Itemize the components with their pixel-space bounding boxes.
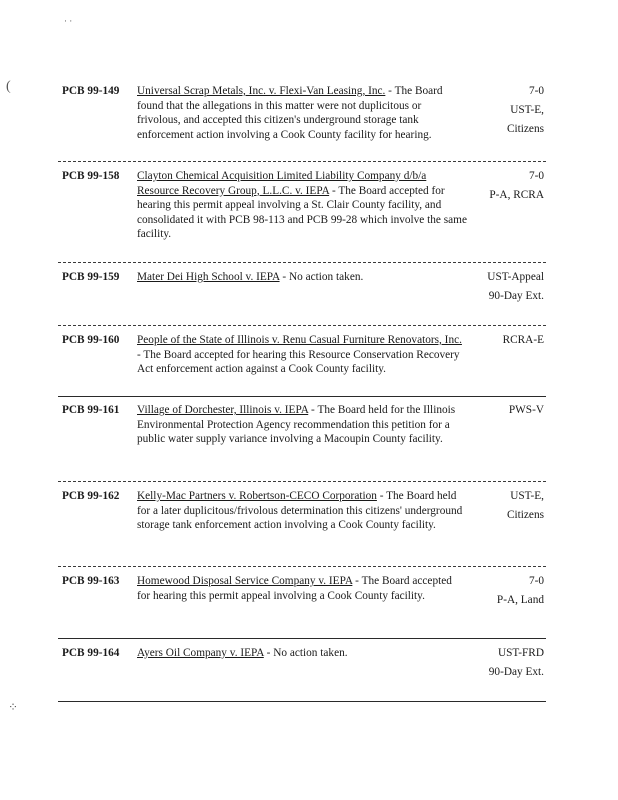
vote-code: 7-0 [528,575,544,587]
docket-number: PCB 99-161 [62,404,120,416]
case-title-link[interactable]: People of the State of Illinois v. Renu Casual Furniture Renovators, Inc. [137,334,462,346]
docket-number: PCB 99-159 [62,271,120,283]
disposition-codes [454,574,544,612]
case-type-code: Citizens [506,509,544,521]
docket-entry [60,333,546,383]
entry-description [137,169,467,242]
case-title-link[interactable]: Village of Dorchester, Illinois v. IEPA [137,404,309,416]
scan-mark-top: · · [64,16,73,26]
entry-divider [58,161,546,162]
entry-divider [58,262,546,263]
case-type-code: RCRA-E [502,334,544,346]
entry-divider [58,325,546,326]
entry-text: - The Board held for a later duplicitous/frivolous determination this citizens' underground storage tank enforcement action involving a Cook County facility. [137,490,463,532]
extension-code: 90-Day Ext. [488,290,544,302]
entry-divider [58,701,546,702]
entry-description [137,333,467,377]
case-type-code: UST-E, [510,490,544,502]
entry-description [137,489,467,533]
disposition-codes [454,270,544,308]
vote-code: 7-0 [528,170,544,182]
extension-code: 90-Day Ext. [488,666,544,678]
entry-text: - No action taken. [279,271,364,283]
entry-description [137,646,467,661]
scan-mark-left: ( [6,79,11,94]
case-title-link[interactable]: Kelly-Mac Partners v. Robertson-CECO Corporation [137,490,377,502]
case-type-code: P-A, Land [496,594,544,606]
case-type-code: P-A, RCRA [489,189,544,201]
docket-entry [60,574,546,624]
docket-number: PCB 99-163 [62,575,120,587]
case-type-code: UST-E, [510,104,544,116]
case-title-link[interactable]: Clayton Chemical Acquisition Limited Liability Company d/b/a Resource Recovery Group, L.L.C. v. IEPA [137,170,427,197]
disposition-codes [454,333,544,352]
docket-number: PCB 99-149 [62,85,120,97]
vote-code: 7-0 [528,85,544,97]
disposition-codes [454,403,544,422]
docket-entry [60,403,546,463]
entry-text: - The Board held for the Illinois Environmental Protection Agency recommendation this petition for a public water supply variance involving a Macoupin County facility. [137,404,456,446]
case-title-link[interactable]: Ayers Oil Company v. IEPA [137,647,264,659]
disposition-codes [454,84,544,141]
case-title-link[interactable]: Universal Scrap Metals, Inc. v. Flexi-Van Leasing, Inc. [137,85,386,97]
entry-description [137,84,467,142]
entry-text: - The Board found that the allegations in this matter were not duplicitous or frivolous, and accepted this citizen's underground storage tank enforcement action involving a Cook County facility for hearing. [137,85,443,141]
entry-divider [58,396,546,397]
docket-number: PCB 99-158 [62,170,120,182]
case-type-code: Citizens [506,123,544,135]
entry-text: - The Board accepted for hearing this Resource Conservation Recovery Act enforcement action against a Cook County facility. [137,348,460,376]
entry-divider [58,481,546,482]
case-type-code: UST-Appeal [487,271,544,283]
entry-description [137,574,467,603]
disposition-codes [454,489,544,527]
docket-entry [60,646,546,686]
case-title-link[interactable]: Homewood Disposal Service Company v. IEPA [137,575,353,587]
docket-entry [60,489,546,549]
docket-number: PCB 99-164 [62,647,120,659]
disposition-codes [454,169,544,207]
disposition-codes [454,646,544,684]
entry-text: - No action taken. [263,647,348,659]
case-title-link[interactable]: Mater Dei High School v. IEPA [137,271,280,283]
entry-description [137,270,467,285]
docket-entry [60,270,546,310]
entry-divider [58,566,546,567]
entry-description [137,403,467,447]
case-type-code: PWS-V [508,404,544,416]
docket-entry [60,84,546,144]
scan-mark-bottom-left: ⁘ [8,700,19,714]
entry-divider [58,638,546,639]
entry-text: - The Board accepted for hearing this permit appeal involving a St. Clair County facility, and consolidated it with PCB 98-113 and PCB 99-28 which involve the same facility. [137,184,467,241]
docket-entry [60,169,546,249]
entry-text: - The Board accepted for hearing this permit appeal involving a Cook County facility. [137,575,452,602]
docket-number: PCB 99-162 [62,490,120,502]
docket-number: PCB 99-160 [62,334,120,346]
case-type-code: UST-FRD [497,647,544,659]
